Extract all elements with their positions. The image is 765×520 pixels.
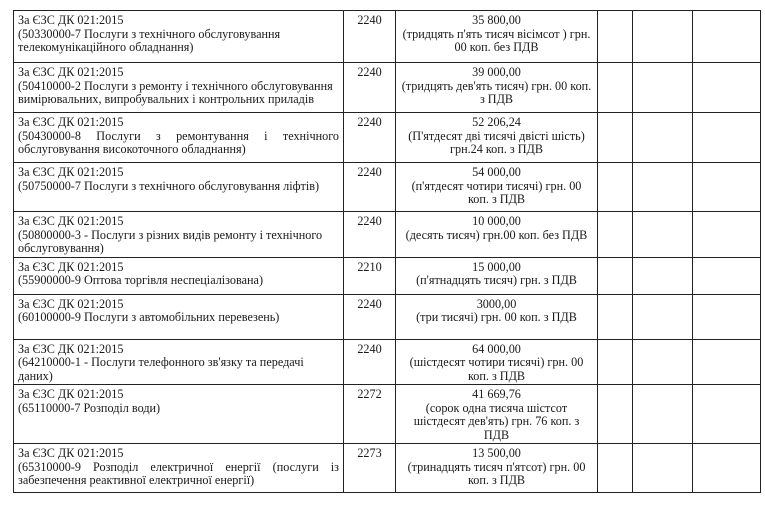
empty-cell: [633, 294, 693, 339]
budget-code-cell: [344, 294, 396, 339]
empty-cell: [598, 339, 633, 385]
amount-words: (тридцять п'ять тисяч вісімсот ) грн. 00 коп. без ПДВ: [402, 26, 591, 54]
amount-value: 54 000,00: [472, 165, 521, 179]
service-text: (60100000-9 Послуги з автомобільних перевезень): [18, 310, 280, 324]
service-text: (65310000-9 Розподіл електричної енергії (послуги із забезпечення реактивної електричної енергії): [18, 459, 339, 487]
empty-cell: [633, 63, 693, 113]
amount-value: 13 500,00: [472, 446, 521, 460]
service-text: (50330000-7 Послуги з технічного обслуговування телекомунікаційного обладнання): [18, 26, 281, 54]
table-row: [14, 339, 761, 385]
budget-code: 2240: [357, 214, 382, 228]
service-text: (50410000-2 Послуги з ремонту і технічного обслуговування вимірювальних, випробувальних і контрольних приладів: [18, 78, 333, 106]
service-text: (65110000-7 Розподіл води): [18, 400, 161, 415]
budget-code-cell: [344, 444, 396, 493]
service-text: (50800000-3 - Послуги з різних видів ремонту і технічного обслуговування): [18, 227, 323, 255]
amount-words: (десять тисяч) грн.00 коп. без ПДВ: [405, 227, 588, 242]
empty-cell: [633, 212, 693, 258]
budget-code: 2240: [357, 115, 382, 129]
budget-code-cell: [344, 257, 396, 294]
classifier-text: За ЄЗС ДК 021:2015: [18, 115, 124, 129]
empty-cell: [693, 63, 761, 113]
budget-code-cell: [344, 113, 396, 163]
classifier-text: За ЄЗС ДК 021:2015: [18, 165, 124, 179]
budget-code: 2240: [357, 341, 382, 356]
empty-cell: [693, 11, 761, 63]
empty-cell: [693, 113, 761, 163]
service-cell: [14, 294, 344, 339]
amount-words: (три тисячі) грн. 00 коп. з ПДВ: [416, 310, 577, 324]
service-text: (50750000-7 Послуги з технічного обслуговування ліфтів): [18, 178, 320, 193]
amount-words: (шістдесят чотири тисячі) грн. 00 коп. з ПДВ: [409, 355, 584, 383]
empty-cell: [598, 113, 633, 163]
empty-cell: [693, 163, 761, 212]
classifier-text: За ЄЗС ДК 021:2015: [18, 341, 124, 356]
service-cell: [14, 339, 344, 385]
table-row: [14, 212, 761, 258]
empty-cell: [598, 212, 633, 258]
empty-cell: [598, 11, 633, 63]
amount-value: 10 000,00: [472, 214, 521, 228]
amount-words: (п'ятдесят чотири тисячі) грн. 00 коп. з ПДВ: [411, 178, 582, 206]
service-cell: [14, 257, 344, 294]
empty-cell: [633, 385, 693, 444]
amount-cell: [396, 339, 598, 385]
budget-code: 2240: [357, 165, 382, 179]
amount-cell: [396, 113, 598, 163]
amount-words: (п'ятнадцять тисяч) грн. з ПДВ: [416, 273, 577, 287]
service-cell: [14, 11, 344, 63]
classifier-text: За ЄЗС ДК 021:2015: [18, 65, 124, 79]
table-row: [14, 257, 761, 294]
budget-code-cell: [344, 212, 396, 258]
procurement-table: [13, 10, 761, 493]
table-row: [14, 63, 761, 113]
classifier-text: За ЄЗС ДК 021:2015: [18, 387, 124, 401]
table-row: [14, 113, 761, 163]
empty-cell: [598, 444, 633, 493]
service-cell: [14, 63, 344, 113]
empty-cell: [598, 385, 633, 444]
budget-code: 2240: [357, 65, 382, 79]
amount-words: (тридцять дев'ять тисяч) грн. 00 коп. з ПДВ: [401, 78, 592, 106]
service-cell: [14, 444, 344, 493]
classifier-text: За ЄЗС ДК 021:2015: [18, 13, 124, 27]
service-cell: [14, 163, 344, 212]
amount-value: 39 000,00: [472, 65, 521, 79]
service-text: (64210000-1 - Послуги телефонного зв'язку та передачі даних): [18, 355, 304, 383]
table-row: [14, 163, 761, 212]
budget-code-cell: [344, 385, 396, 444]
budget-code-cell: [344, 163, 396, 212]
empty-cell: [633, 163, 693, 212]
empty-cell: [633, 257, 693, 294]
amount-cell: [396, 444, 598, 493]
empty-cell: [633, 339, 693, 385]
empty-cell: [598, 63, 633, 113]
empty-cell: [693, 294, 761, 339]
table-row: [14, 444, 761, 493]
empty-cell: [693, 339, 761, 385]
table-row: [14, 385, 761, 444]
classifier-text: За ЄЗС ДК 021:2015: [18, 214, 124, 228]
service-cell: [14, 385, 344, 444]
table-body: [14, 11, 761, 493]
service-text: (55900000-9 Оптова торгівля неспеціалізована): [18, 273, 264, 287]
classifier-text: За ЄЗС ДК 021:2015: [18, 259, 124, 274]
amount-cell: [396, 385, 598, 444]
amount-cell: [396, 11, 598, 63]
empty-cell: [633, 113, 693, 163]
budget-code: 2240: [357, 296, 382, 311]
amount-cell: [396, 257, 598, 294]
amount-cell: [396, 212, 598, 258]
budget-code-cell: [344, 339, 396, 385]
amount-value: 64 000,00: [472, 341, 521, 356]
budget-code: 2240: [357, 13, 382, 27]
budget-code-cell: [344, 63, 396, 113]
budget-code-cell: [344, 11, 396, 63]
amount-words: (тринадцять тисяч п'ятсот) грн. 00 коп. з ПДВ: [407, 459, 586, 487]
classifier-text: За ЄЗС ДК 021:2015: [18, 296, 124, 311]
empty-cell: [693, 385, 761, 444]
empty-cell: [693, 212, 761, 258]
empty-cell: [693, 444, 761, 493]
table-row: [14, 294, 761, 339]
empty-cell: [598, 163, 633, 212]
amount-value: 41 669,76: [472, 387, 521, 401]
empty-cell: [633, 444, 693, 493]
service-text: (50430000-8 Послуги з ремонтування і технічного обслуговування високоточного обладнання): [18, 128, 339, 156]
amount-value: 3000,00: [476, 296, 517, 311]
amount-cell: [396, 163, 598, 212]
amount-value: 52 206,24: [472, 115, 521, 129]
empty-cell: [693, 257, 761, 294]
amount-words: (П'ятдесят дві тисячі двісті шість) грн.24 коп. з ПДВ: [408, 128, 585, 156]
empty-cell: [598, 294, 633, 339]
amount-cell: [396, 63, 598, 113]
classifier-text: За ЄЗС ДК 021:2015: [18, 446, 124, 460]
table-row: [14, 11, 761, 63]
budget-code: 2273: [357, 446, 382, 460]
budget-code: 2210: [357, 259, 382, 274]
budget-code: 2272: [357, 387, 382, 401]
service-cell: [14, 113, 344, 163]
amount-value: 35 800,00: [472, 13, 521, 27]
empty-cell: [598, 257, 633, 294]
empty-cell: [633, 11, 693, 63]
amount-value: 15 000,00: [472, 259, 521, 274]
service-cell: [14, 212, 344, 258]
amount-words: (сорок одна тисяча шістсот шістдесят дев'ять) грн. 76 коп. з ПДВ: [413, 400, 580, 442]
amount-cell: [396, 294, 598, 339]
